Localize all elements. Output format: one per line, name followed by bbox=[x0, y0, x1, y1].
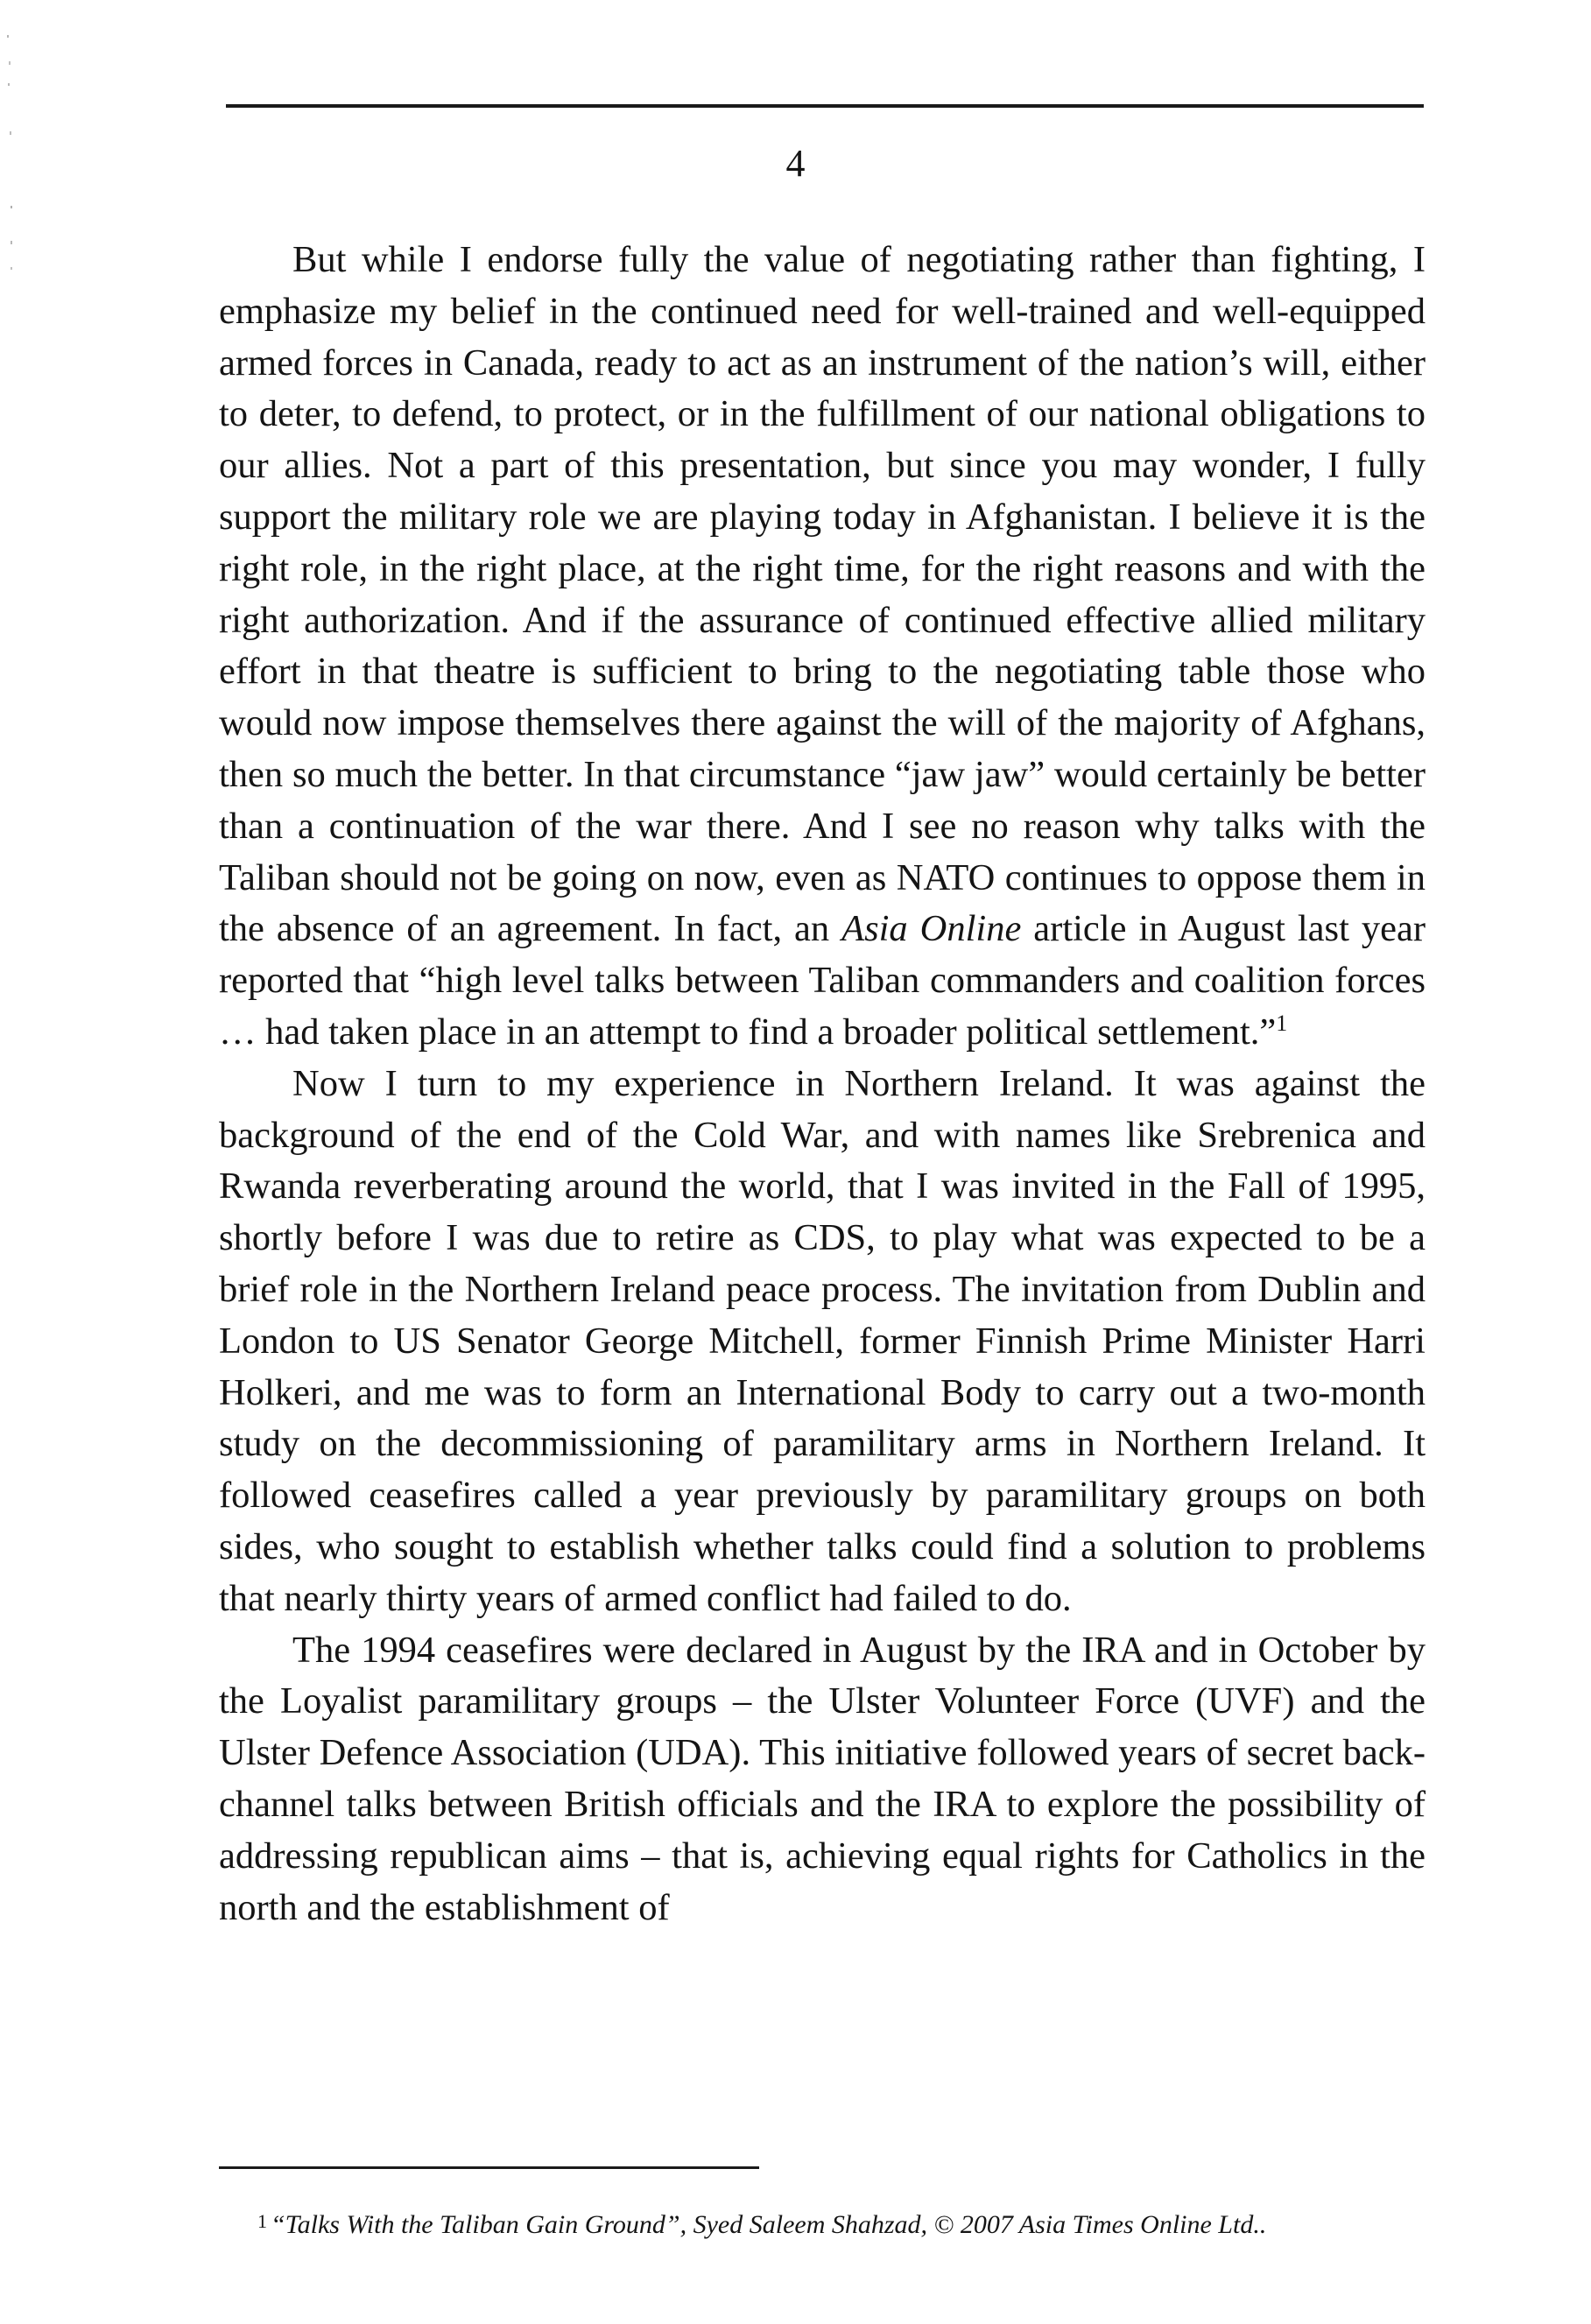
paragraph bbox=[219, 1625, 1426, 1934]
page-number: 4 bbox=[785, 142, 806, 185]
paragraph-text: But while I endorse fully the value of negotiating rather than fighting, I emphasize my belief in the continued need for well-trained and well-equipped armed forces in Canada, ready to act as an instrument of the nation’s will, either to deter, to defend, to protect, or in the fulfillment of our national obligations to our allies. Not a part of this presentation, but since you may wonder, I fully support the military role we are playing today in Afghanistan. I believe it is the right role, in the right place, at the right time, for the right reasons and with the right authorization. And if the assurance of continued effective allied military effort in that theatre is sufficient to bring to the negotiating table those who would now impose themselves there against the will of the majority of Afghans, then so much the better. In that circumstance “jaw jaw” would certainly be better than a continuation of the war there. And I see no reason why talks with the Taliban should not be going on now, even as NATO continues to oppose them in the absence of an agreement. In fact, an bbox=[219, 239, 1426, 950]
paragraph bbox=[219, 235, 1426, 1059]
footnote bbox=[257, 2209, 1431, 2241]
paragraph bbox=[219, 1059, 1426, 1625]
publication-title: Asia Online bbox=[841, 908, 1022, 950]
scan-specks bbox=[0, 0, 26, 280]
paragraph-text: Now I turn to my experience in Northern Ireland. It was against the background of the end of the Cold War, and with names like Srebrenica and Rwanda reverberating around the world, that I was invited in the Fall of 1995, shortly before I was due to retire as CDS, to play what was expected to be a brief role in the Northern Ireland peace process. The invitation from Dublin and London to US Senator George Mitchell, former Finnish Prime Minister Harri Holkeri, and me was to form an International Body to carry out a two-month study on the decommissioning of paramilitary arms in Northern Ireland. It followed ceasefires called a year previously by paramilitary groups on both sides, who sought to establish whether talks could find a solution to problems that nearly thirty years of armed conflict had failed to do. bbox=[219, 1062, 1426, 1619]
footnote-reference: 1 bbox=[1276, 1010, 1288, 1036]
paragraph-text: article in August last year reported that “high level talks between Taliban commanders and coalition forces … had taken place in an attempt to find a broader political settlement.” bbox=[219, 908, 1426, 1053]
paragraph-text: The 1994 ceasefires were declared in August by the IRA and in October by the Loyalist paramilitary groups – the Ulster Volunteer Force (UVF) and the Ulster Defence Association (UDA). This initiative followed years of secret back-channel talks between British officials and the IRA to explore the possibility of addressing republican aims – that is, achieving equal rights for Catholics in the north and the establishment of bbox=[219, 1629, 1426, 1928]
header-rule bbox=[226, 104, 1424, 108]
footnote-marker: 1 bbox=[257, 2210, 267, 2232]
footnote-rule bbox=[219, 2166, 759, 2169]
footnote-text: “Talks With the Taliban Gain Ground”, Syed Saleem Shahzad, © 2007 Asia Times Online Ltd.. bbox=[271, 2210, 1267, 2239]
body-text bbox=[219, 235, 1426, 1933]
